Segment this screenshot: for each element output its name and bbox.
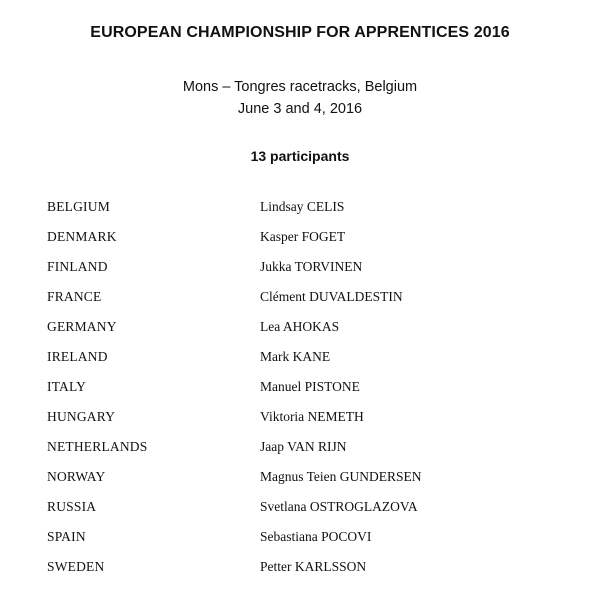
participant-row [0,229,600,259]
participant-row [0,379,600,409]
participant-country: SWEDEN [47,559,105,574]
participant-country: RUSSIA [47,499,97,514]
participant-name: Kasper FOGET [260,229,346,244]
participant-row [0,529,600,559]
participant-country: NETHERLANDS [47,439,148,454]
participant-country: FINLAND [47,259,108,274]
participant-row [0,349,600,379]
participant-count: 13 participants [250,148,350,164]
participant-row [0,409,600,439]
participant-row [0,469,600,499]
participant-name: Jaap VAN RIJN [260,439,347,454]
participant-row [0,199,600,229]
participant-name: Magnus Teien GUNDERSEN [260,469,422,484]
participant-name: Jukka TORVINEN [260,259,363,274]
participant-name: Petter KARLSSON [260,559,367,574]
event-location: Mons – Tongres racetracks, Belgium [182,79,418,95]
participant-country: HUNGARY [47,409,116,424]
participant-row [0,289,600,319]
event-dates: June 3 and 4, 2016 [237,101,363,117]
participant-row [0,259,600,289]
participant-name: Mark KANE [260,349,331,364]
participant-country: FRANCE [47,289,102,304]
participant-country: NORWAY [47,469,106,484]
participant-row [0,439,600,469]
participant-name: Svetlana OSTROGLAZOVA [260,499,418,514]
participant-country: BELGIUM [47,199,110,214]
participant-name: Clément DUVALDESTIN [260,289,403,304]
participant-country: ITALY [47,379,87,394]
participant-country: DENMARK [47,229,117,244]
participant-row [0,499,600,529]
participant-country: SPAIN [47,529,86,544]
participant-name: Lindsay CELIS [260,199,345,214]
participant-name: Sebastiana POCOVI [260,529,372,544]
participant-list [0,199,600,589]
participant-row [0,559,600,589]
document-title: EUROPEAN CHAMPIONSHIP FOR APPRENTICES 2016 [90,24,510,41]
participant-name: Manuel PISTONE [260,379,360,394]
participant-country: GERMANY [47,319,117,334]
participant-name: Lea AHOKAS [260,319,340,334]
participant-row [0,319,600,349]
participant-name: Viktoria NEMETH [260,409,364,424]
participant-country: IRELAND [47,349,108,364]
